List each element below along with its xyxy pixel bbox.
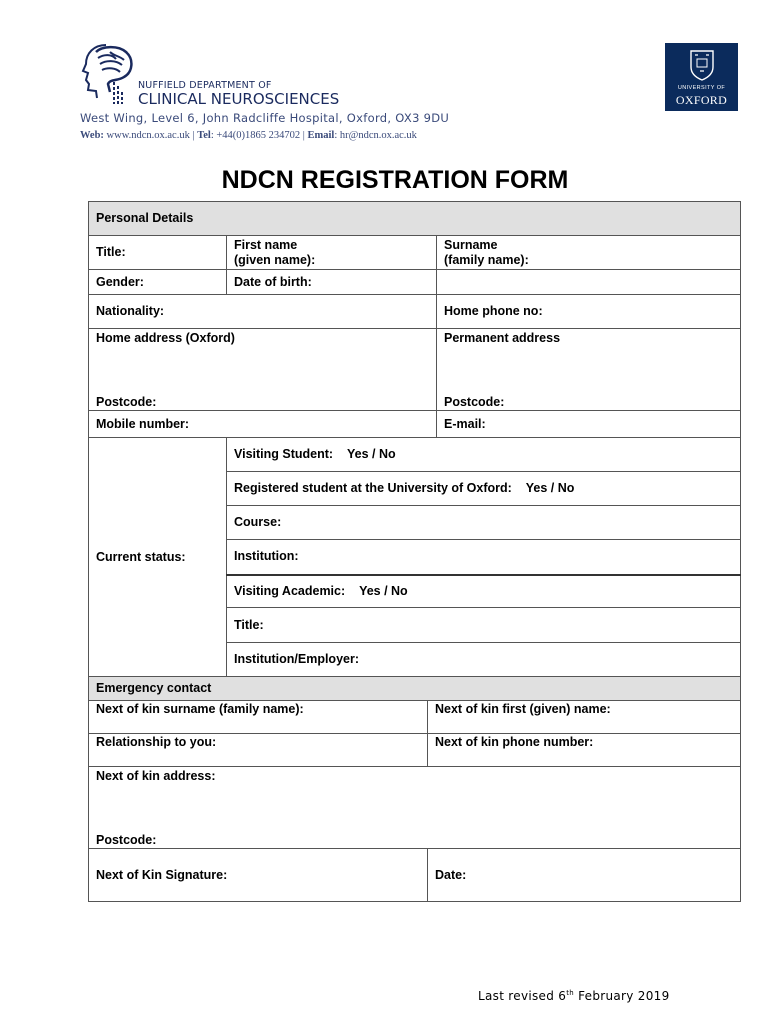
home-postcode-label: Postcode: <box>96 395 157 409</box>
ndcn-logo <box>80 42 380 112</box>
date-field[interactable]: Date: <box>428 849 741 902</box>
first-name-field[interactable] <box>227 236 437 270</box>
address-line: West Wing, Level 6, John Radcliffe Hospital, Oxford, OX3 9DU <box>80 111 450 125</box>
kin-surname-field[interactable]: Next of kin surname (family name): <box>89 701 428 734</box>
tel-label: Tel <box>197 130 211 141</box>
institution-employer-field[interactable]: Institution/Employer: <box>227 643 741 677</box>
oxford-wordmark: OXFORD <box>675 93 728 107</box>
gender-field[interactable]: Gender: <box>89 270 227 295</box>
email-label: Email <box>307 130 335 141</box>
surname-field[interactable] <box>437 236 741 270</box>
empty-cell[interactable] <box>437 270 741 295</box>
visiting-student-options[interactable]: Yes / No <box>346 447 396 461</box>
oxford-logo <box>665 43 738 111</box>
section-emergency-contact: Emergency contact <box>89 677 741 701</box>
registration-form <box>88 201 741 902</box>
last-revised-note <box>478 989 670 1003</box>
web-label: Web: <box>80 130 104 141</box>
registered-student-label: Registered student at the University of Oxford: <box>234 481 512 495</box>
oxford-university-of: UNIVERSITY OF <box>677 85 726 91</box>
institution-field[interactable]: Institution: <box>227 540 741 575</box>
last-revised-prefix: Last revised 6 <box>478 989 567 1003</box>
first-name-sublabel: (given name): <box>234 252 316 267</box>
surname-label: Surname <box>444 237 498 252</box>
visiting-student-label: Visiting Student: <box>234 447 334 461</box>
current-status-label: Current status: <box>89 438 227 677</box>
visiting-student-field[interactable] <box>227 438 741 472</box>
email-value: : hr@ndcn.ox.ac.uk <box>334 130 417 141</box>
first-name-label: First name <box>234 237 298 252</box>
email-field[interactable]: E-mail: <box>437 411 741 438</box>
permanent-address-label: Permanent address <box>444 331 561 345</box>
department-name-line1: NUFFIELD DEPARTMENT OF <box>138 80 272 91</box>
section-personal-details: Personal Details <box>89 202 741 236</box>
crest-icon <box>689 49 715 81</box>
nationality-field[interactable]: Nationality: <box>89 295 437 329</box>
registered-student-options[interactable]: Yes / No <box>525 481 575 495</box>
date-of-birth-field[interactable]: Date of birth: <box>227 270 437 295</box>
mobile-field[interactable]: Mobile number: <box>89 411 437 438</box>
kin-phone-field[interactable]: Next of kin phone number: <box>428 734 741 767</box>
contact-line <box>80 130 417 141</box>
visiting-academic-label: Visiting Academic: <box>234 583 346 598</box>
brain-head-icon <box>80 42 138 106</box>
tel-value: : +44(0)1865 234702 | <box>210 130 308 141</box>
kin-address-field[interactable] <box>89 767 741 849</box>
kin-signature-field[interactable]: Next of Kin Signature: <box>89 849 428 902</box>
permanent-address-field[interactable] <box>437 329 741 411</box>
home-phone-field[interactable]: Home phone no: <box>437 295 741 329</box>
home-address-field[interactable] <box>89 329 437 411</box>
page-title: NDCN REGISTRATION FORM <box>221 166 569 194</box>
web-value: www.ndcn.ox.ac.uk | <box>103 130 198 141</box>
kin-address-label: Next of kin address: <box>96 769 216 783</box>
kin-first-name-field[interactable]: Next of kin first (given) name: <box>428 701 741 734</box>
kin-postcode-label: Postcode: <box>96 833 157 847</box>
department-name-line2: CLINICAL NEUROSCIENCES <box>138 90 340 108</box>
title-field[interactable]: Title: <box>89 236 227 270</box>
last-revised-ordinal: th <box>566 989 574 997</box>
visiting-academic-options[interactable]: Yes / No <box>359 583 408 598</box>
relationship-field[interactable]: Relationship to you: <box>89 734 428 767</box>
visiting-academic-field[interactable] <box>227 575 741 608</box>
home-address-label: Home address (Oxford) <box>96 331 235 345</box>
course-field[interactable]: Course: <box>227 506 741 540</box>
permanent-postcode-label: Postcode: <box>444 395 505 409</box>
registered-student-field[interactable] <box>227 472 741 506</box>
academic-title-field[interactable]: Title: <box>227 608 741 643</box>
last-revised-suffix: February 2019 <box>573 989 670 1003</box>
surname-sublabel: (family name): <box>444 252 529 267</box>
